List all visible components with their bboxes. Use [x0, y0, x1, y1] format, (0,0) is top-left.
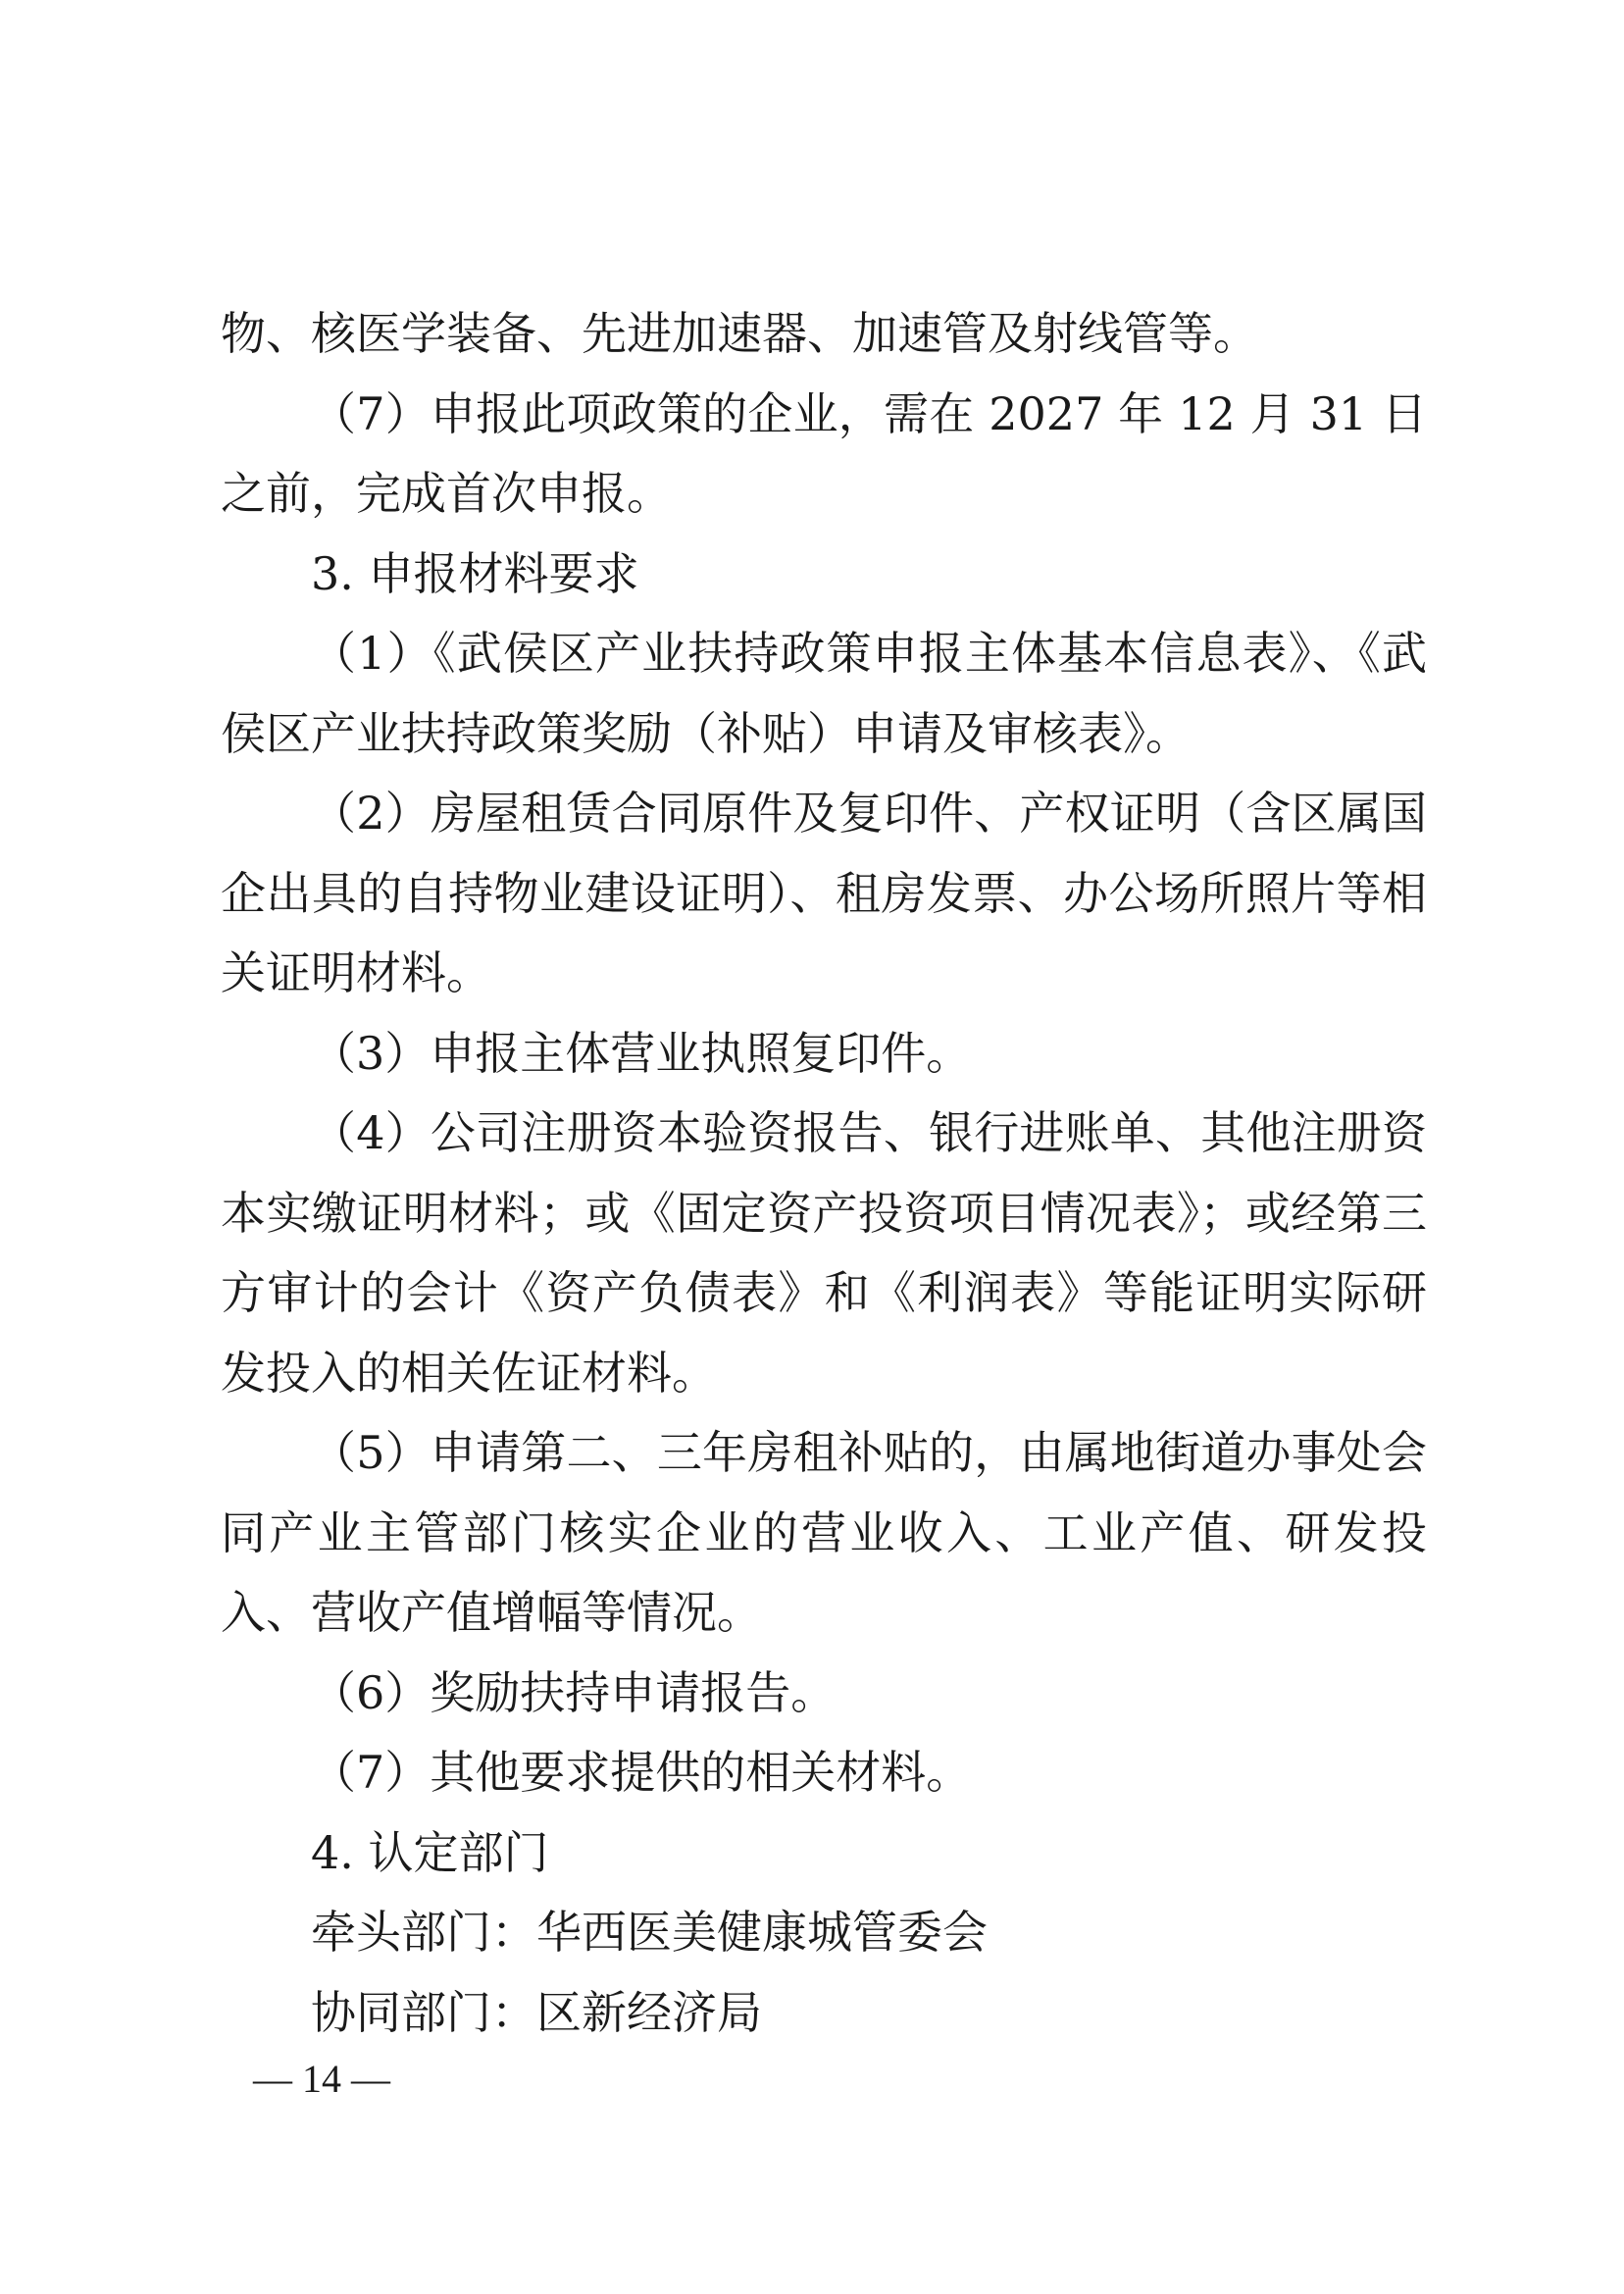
paragraph-material-2: （2）房屋租赁合同原件及复印件、产权证明（含区属国企出具的自持物业建设证明）、租房发票、办公场所照片等相关证明材料。 — [221, 787, 1427, 999]
cooperating-department: 协同部门：区新经济局 — [311, 1985, 762, 2039]
page-number: — 14 — — [253, 2057, 390, 2101]
paragraph-material-3: （3）申报主体营业执照复印件。 — [311, 1026, 972, 1080]
paragraph-material-6: （6）奖励扶持申请报告。 — [311, 1665, 837, 1719]
lead-department: 牵头部门：华西医美健康城管委会 — [311, 1906, 988, 1959]
section-heading-materials: 3. 申报材料要求 — [311, 546, 639, 600]
paragraph-item-7-deadline: （7）申报此项政策的企业，需在 2027 年 12 月 31 日之前，完成首次申报。 — [221, 386, 1427, 520]
body-text — [221, 294, 1427, 2053]
paragraph-material-5: （5）申请第二、三年房租补贴的，由属地街道办事处会同产业主管部门核实企业的营业收入、工业产值、研发投入、营收产值增幅等情况。 — [221, 1426, 1427, 1639]
paragraph-material-7: （7）其他要求提供的相关材料。 — [311, 1746, 972, 1799]
paragraph-material-1: （1）《武侯区产业扶持政策申报主体基本信息表》、《武侯区产业扶持政策奖励（补贴）申请及审核表》。 — [221, 627, 1427, 760]
section-heading-departments: 4. 认定部门 — [311, 1825, 549, 1879]
paragraph-material-4: （4）公司注册资本验资报告、银行进账单、其他注册资本实缴证明材料；或《固定资产投资项目情况表》；或经第三方审计的会计《资产负债表》和《利润表》等能证明实际研发投入的相关佐证材料。 — [221, 1106, 1427, 1400]
paragraph-continuation: 物、核医学装备、先进加速器、加速管及射线管等。 — [221, 307, 1258, 360]
